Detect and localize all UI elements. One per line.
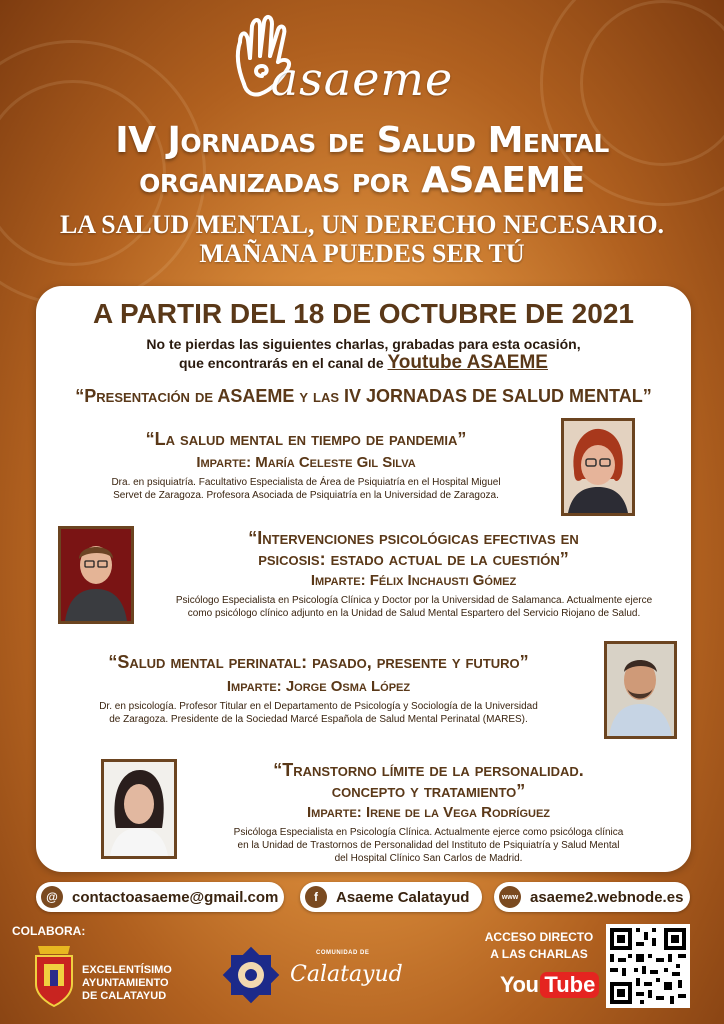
talk-2-bio-line2: como psicólogo clínico adjunto en la Unidad de Salud Mental Espartero del Servicio Riojano de Salud.	[187, 608, 641, 619]
logo-text: asaeme	[270, 52, 454, 106]
facebook-contact[interactable]	[300, 882, 482, 912]
acceso-directo-line1: ACCESO DIRECTO	[484, 930, 594, 944]
intro-line1: No te pierdas las siguientes charlas, grabadas para esta ocasión,	[146, 336, 581, 352]
speaker-photo-irene	[101, 759, 177, 859]
youtube-logo-you: You	[500, 972, 539, 997]
person-photo-icon	[564, 421, 632, 513]
talk-2-speaker: Imparte: Félix Inchausti Gómez	[310, 572, 517, 589]
youtube-logo[interactable]	[500, 972, 599, 998]
facebook-text: Asaeme Calatayud	[336, 888, 470, 906]
talk-1-speaker: Imparte: María Celeste Gil Silva	[196, 454, 416, 471]
comunidad-name: Calatayud	[290, 962, 403, 987]
ayuntamiento-logo-text	[82, 964, 172, 1003]
youtube-channel-link[interactable]: Youtube ASAEME	[387, 352, 548, 373]
talk-2-title-line2: psicosis: estado actual de la cuestión”	[258, 549, 569, 569]
colabora-label: COLABORA:	[12, 924, 86, 938]
intro-line2	[36, 352, 691, 374]
comunidad-label: COMUNIDAD DE	[316, 950, 370, 956]
start-date: A PARTIR DEL 18 DE OCTUBRE DE 2021	[93, 298, 634, 329]
facebook-icon: f	[305, 886, 327, 908]
talk-3-speaker: Imparte: Jorge Osma López	[226, 678, 411, 695]
website-text: asaeme2.webnode.es	[530, 888, 684, 906]
event-subtitle-line2: MAÑANA PUEDES SER TÚ	[199, 239, 525, 268]
www-icon: www	[499, 886, 521, 908]
person-photo-icon	[61, 529, 131, 621]
intro-line2-prefix: que encontrarás en el canal de	[179, 355, 388, 371]
website-contact[interactable]	[494, 882, 690, 912]
person-photo-icon	[607, 644, 674, 736]
qr-code-icon[interactable]	[606, 924, 690, 1008]
comunidad-star-logo-icon	[216, 940, 286, 1010]
talk-3-bio-line1: Dr. en psicología. Profesor Titular en el Departamento de Psicología y Sociología de la Universidad	[99, 701, 538, 712]
talk-2-bio-line1: Psicólogo Especialista en Psicología Clínica y Doctor por la Universidad de Salamanca. Actualmente ejerce	[175, 595, 653, 606]
coat-of-arms-icon	[30, 940, 78, 1010]
speaker-photo-maria-celeste	[561, 418, 635, 516]
talk-4-bio-line3: del Hospital Clínico San Carlos de Madrid.	[334, 853, 523, 864]
event-title-line2: organizadas por ASAEME	[139, 160, 585, 201]
talk-4-title-line1: “Transtorno límite de la personalidad.	[273, 760, 584, 780]
talk-4-speaker: Imparte: Irene de la Vega Rodríguez	[306, 804, 551, 821]
talk-2-title-line1: “Intervenciones psicológicas efectivas en	[248, 528, 579, 548]
event-title-line1: IV Jornadas de Salud Mental	[115, 120, 609, 161]
email-contact[interactable]	[36, 882, 284, 912]
email-text: contactoasaeme@gmail.com	[72, 888, 279, 906]
talk-3-bio-line2: de Zaragoza. Presidente de la Sociedad Marcé Española de Salud Mental Perinatal (MARES).	[109, 714, 528, 725]
presentation-title: “Presentación de ASAEME y las IV JORNADAS DE SALUD MENTAL”	[75, 386, 652, 406]
talk-4-bio-line2: en la Unidad de Trastornos de Personalidad del Instituto de Psiquiatría y Salud Mental	[237, 840, 620, 851]
talk-1-bio-line2: Servet de Zaragoza. Profesora Asociada de Psiquiatría en la Universidad de Zaragoza.	[113, 490, 499, 501]
event-subtitle-line1: LA SALUD MENTAL, UN DERECHO NECESARIO.	[59, 210, 665, 239]
talk-4-title-line2: concepto y tratamiento”	[331, 781, 526, 801]
ayto-line3: DE CALATAYUD	[82, 990, 167, 1002]
talk-1-title: “La salud mental en tiempo de pandemia”	[145, 429, 467, 449]
program-panel	[36, 286, 691, 872]
person-photo-icon	[104, 762, 174, 856]
talk-4-bio-line1: Psicóloga Especialista en Psicología Clínica. Actualmente ejerce como psicóloga clínica	[233, 827, 624, 838]
speaker-photo-felix	[58, 526, 134, 624]
youtube-logo-tube: Tube	[540, 972, 599, 998]
speaker-photo-jorge	[604, 641, 677, 739]
talk-3-title: “Salud mental perinatal: pasado, presente y futuro”	[108, 652, 529, 672]
at-icon: @	[41, 886, 63, 908]
acceso-directo-line2: A LAS CHARLAS	[490, 947, 588, 961]
ayto-line1: EXCELENTÍSIMO	[82, 964, 172, 976]
talk-1-bio-line1: Dra. en psiquiatría. Facultativo Especialista de Área de Psiquiatría en el Hospital Miguel	[111, 477, 501, 488]
ayto-line2: AYUNTAMIENTO	[82, 977, 169, 989]
